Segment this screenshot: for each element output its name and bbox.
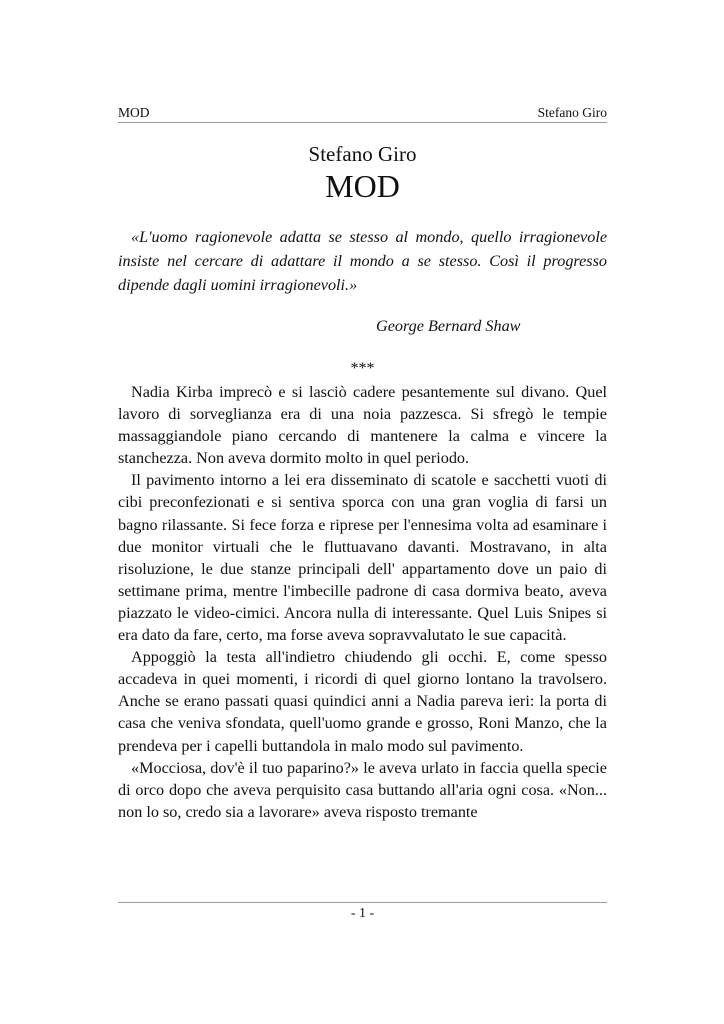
paragraph: Il pavimento intorno a lei era disseminato di scatole e sacchetti vuoti di cibi preconfezionati e si sentiva sporca con una gran voglia di farsi un bagno rilassante. Si fece forza e riprese per l'ennesima volta ad esaminare i due monitor virtuali che le fluttuavano davanti. Mostravano, in alta risoluzione, le due stanze principali dell' appartamento dove un paio di settimane prima, mentre l'imbecille padrone di casa dormiva beato, aveva piazzato le video-cimici. Ancora nulla di interessante. Quel Luis Snipes si era dato da fare, certo, ma forse aveva sopravvalutato le sue capacità.	[118, 471, 607, 645]
epigraph-quote: «L'uomo ragionevole adatta se stesso al mondo, quello irragionevole insiste nel cercare di adattare il mondo a se stesso. Così il progresso dipende dagli uomini irragionevoli.»	[118, 228, 607, 294]
page-number: - 1 -	[350, 906, 375, 921]
author-name: Stefano Giro	[308, 142, 417, 166]
section-separator: ***	[350, 360, 375, 377]
paragraph: Nadia Kirba imprecò e si lasciò cadere pesantemente sul divano. Quel lavoro di sorveglianza era di una noia pazzesca. Si sfregò le tempie massaggiandole piano cercando di mantenere la calma e vincere la stanchezza. Non aveva dormito molto in quel periodo.	[118, 383, 607, 468]
running-header	[118, 104, 607, 123]
epigraph-attribution: George Bernard Shaw	[376, 317, 521, 335]
header-book-title: MOD	[118, 105, 150, 120]
running-footer	[118, 902, 607, 924]
body-text	[118, 381, 607, 823]
paragraph: «Mocciosa, dov'è il tuo paparino?» le aveva urlato in faccia quella specie di orco dopo che aveva perquisito casa buttando all'aria ogni cosa. «Non... non lo so, credo sia a lavorare» aveva risposto tremante	[118, 758, 607, 821]
book-title: MOD	[325, 168, 400, 204]
header-author: Stefano Giro	[537, 105, 607, 120]
paragraph: Appoggiò la testa all'indietro chiudendo gli occhi. E, come spesso accadeva in quei momenti, i ricordi di quel giorno lontano la travolsero. Anche se erano passati quasi quindici anni a Nadia pareva ieri: la porta di casa che veniva sfondata, quell'uomo grande e grosso, Roni Manzo, che la prendeva per i capelli buttandola in malo modo sul pavimento.	[118, 648, 607, 755]
document-page	[118, 0, 607, 1024]
